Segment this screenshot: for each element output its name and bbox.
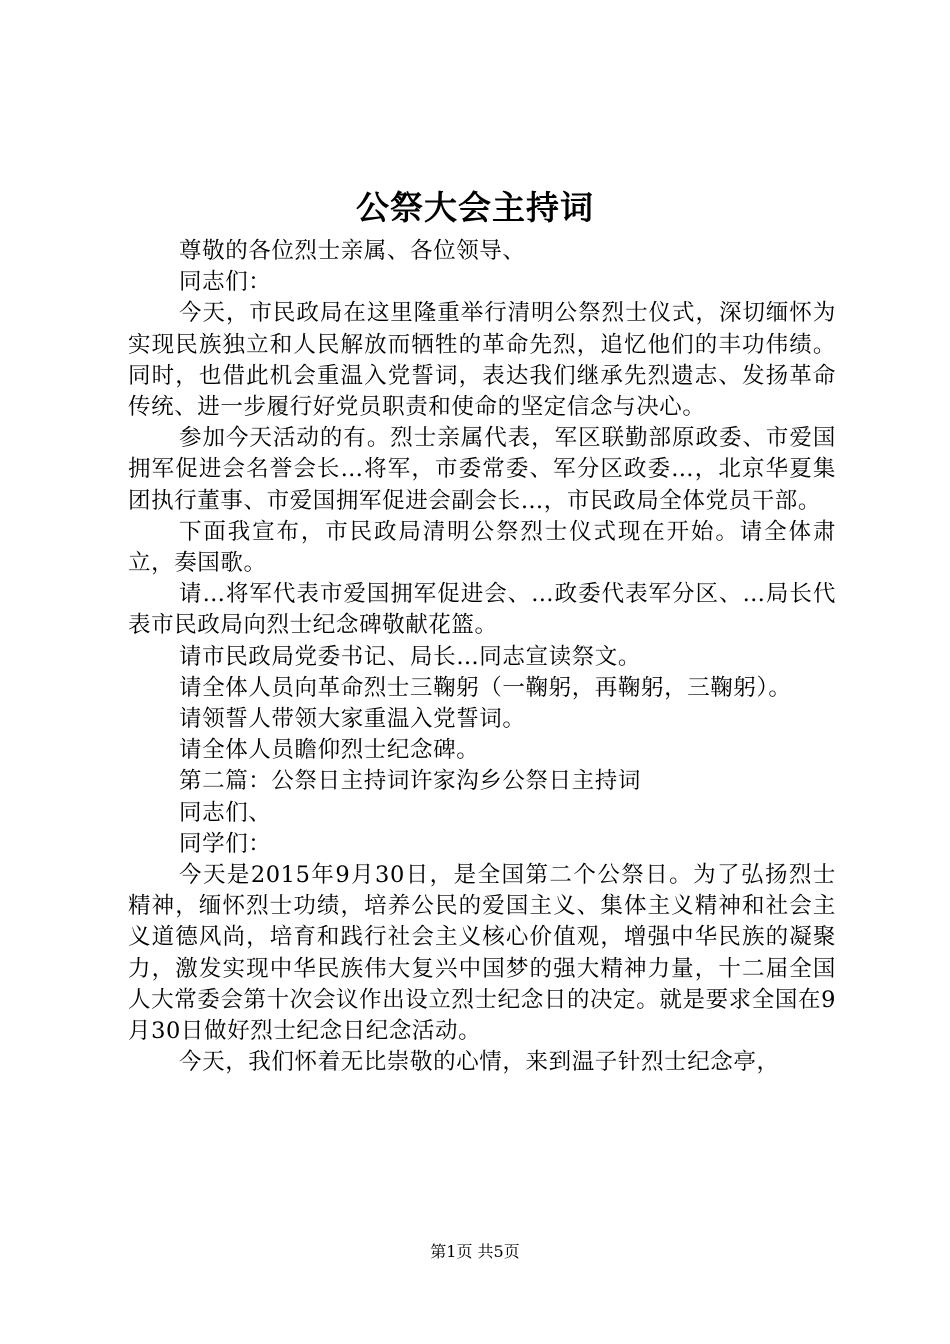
body-paragraph: 下面我宣布，市民政局清明公祭烈士仪式现在开始。请全体肃立，奏国歌。: [128, 518, 836, 577]
section-heading: 第二篇：公祭日主持词许家沟乡公祭日主持词: [179, 768, 642, 795]
page-number-footer: 第1页 共5页: [430, 1242, 520, 1261]
document-title: 公祭大会主持词: [356, 188, 594, 227]
body-paragraph: 今天，市民政局在这里隆重举行清明公祭烈士仪式，深切缅怀为实现民族独立和人民解放而牺牲的革命先烈，追忆他们的丰功伟绩。同时，也借此机会重温入党誓词，表达我们继承先烈遗志、发扬革命传统、进一步履行好党员职责和使命的坚定信念与决心。: [128, 300, 836, 421]
body-paragraph: 今天，我们怀着无比崇敬的心情，来到温子针烈士纪念亭，: [179, 1049, 780, 1076]
body-paragraph: 请领誓人带领大家重温入党誓词。: [179, 706, 526, 733]
body-paragraph: 请市民政局党委书记、局长…同志宣读祭文。: [179, 643, 642, 670]
body-paragraph: 请全体人员向革命烈士三鞠躬（一鞠躬，再鞠躬，三鞠躬）。: [179, 674, 792, 701]
salutation-line: 同志们、: [179, 799, 272, 826]
body-paragraph: 请…将军代表市爱国拥军促进会、…政委代表军分区、…局长代表市民政局向烈士纪念碑敬献花篮。: [128, 581, 836, 639]
document-body: [128, 236, 836, 1078]
body-paragraph: 请全体人员瞻仰烈士纪念碑。: [179, 737, 480, 764]
body-paragraph: 参加今天活动的有。烈士亲属代表，军区联勤部原政委、市爱国拥军促进会名誉会长…将军，市委常委、军分区政委…，北京华夏集团执行董事、市爱国拥军促进会副会长…，市民政局全体党员干部。: [128, 425, 836, 514]
body-paragraph: 今天是2015年9月30日，是全国第二个公祭日。为了弘扬烈士精神，缅怀烈士功绩，培养公民的爱国主义、集体主义精神和社会主义道德风尚，培育和践行社会主义核心价值观，增强中华民族的凝聚力，激发实现中华民族伟大复兴中国梦的强大精神力量，十二届全国人大常委会第十次会议作出设立烈士纪念日的决定。就是要求全国在9月30日做好烈士纪念日纪念活动。: [128, 862, 836, 1045]
salutation-line: 同志们：: [179, 269, 272, 296]
salutation-line: 尊敬的各位烈士亲属、各位领导、: [179, 238, 526, 264]
salutation-line: 同学们：: [179, 830, 272, 857]
